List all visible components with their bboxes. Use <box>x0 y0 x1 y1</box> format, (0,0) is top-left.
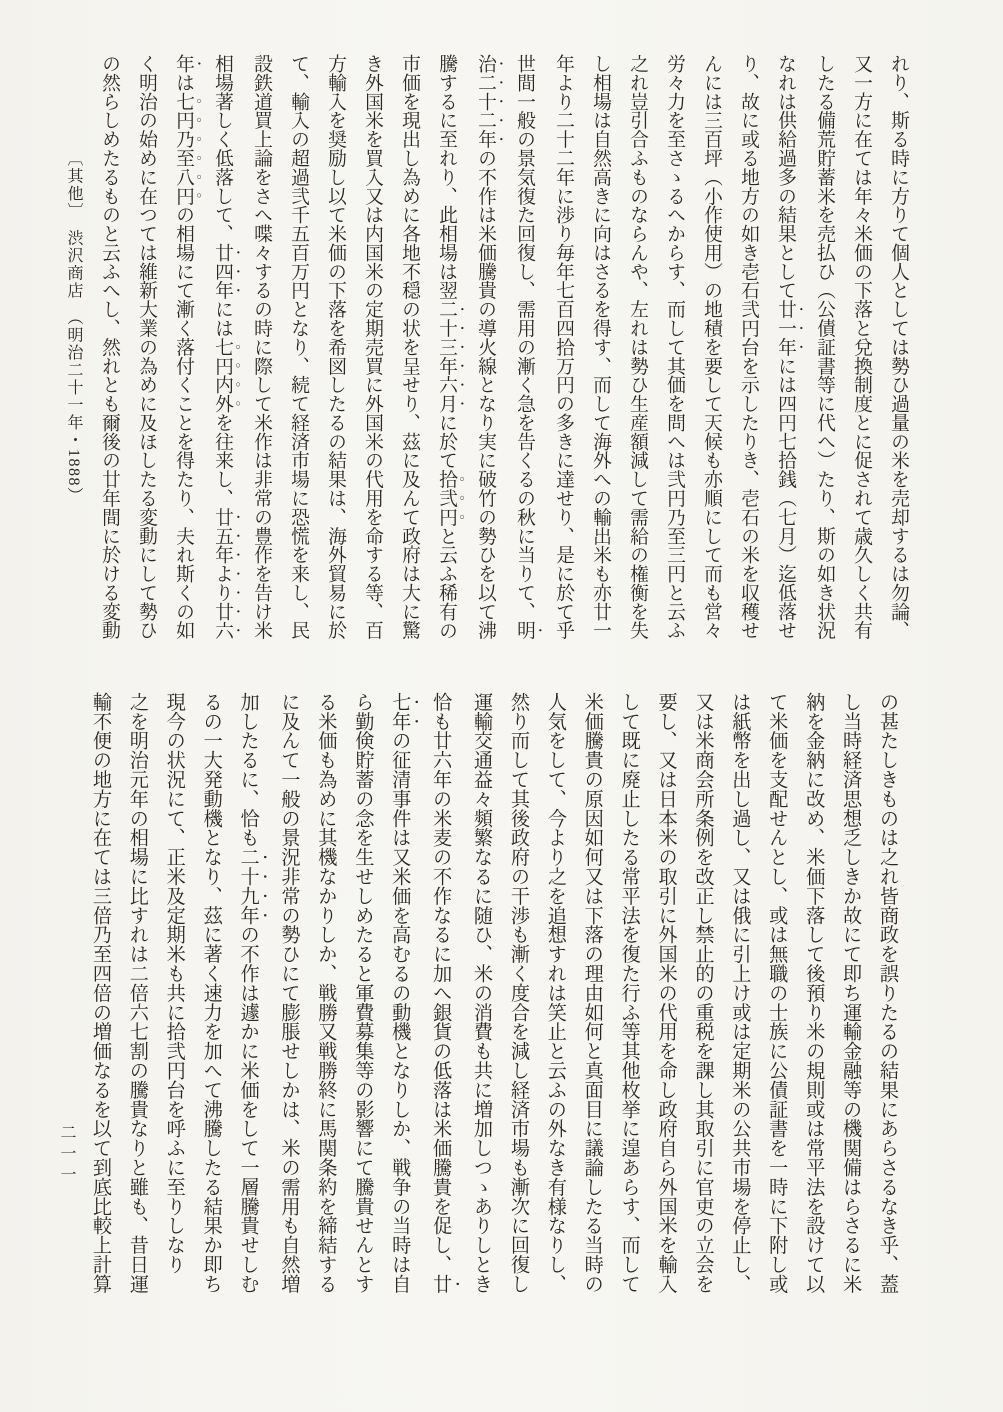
text-run: には <box>212 299 233 338</box>
text-run: したる備荒貯蓄米を売払ひ（公債証書等に代へ）たり、斯の如き状況 <box>814 54 835 640</box>
emphasized-text: 廿一年 <box>775 299 796 357</box>
text-column <box>467 54 506 660</box>
text-run: 輸不便の地方に在ては三倍乃至四倍の増価なるを以て到底比較上計算 <box>89 692 111 1294</box>
text-run: 米価騰貴の原因如何又は下落の理由如何と真面目に議論したる当時の <box>581 692 603 1294</box>
text-column <box>428 54 467 660</box>
text-run: 人気をして、今より之を追想すれは笑止と云ふの外なき有様なりし、 <box>544 692 566 1294</box>
text-column <box>91 54 128 660</box>
text-run: るの一大発動機となり、茲に著く速力を加へて沸騰したる結果か即ち <box>200 692 222 1294</box>
text-column <box>391 54 428 660</box>
text-column <box>573 692 610 1314</box>
text-column <box>730 54 767 660</box>
text-run: に及んて一般の景況非常の勢ひにて膨脹せしかは、米の需用も自然増 <box>278 692 300 1294</box>
text-run: して既に廃止したる常平法を復た行ふ等其他枚挙に遑あらす、而して <box>618 692 640 1294</box>
text-run: し当時経済思想乏しきか故にて即ち運輸金融等の機関備はらさるに米 <box>840 692 862 1294</box>
text-run: なれは供給過多の結果として <box>775 54 796 300</box>
text-run: 騰するに至れり、此相場は翌 <box>436 54 457 300</box>
text-run: て、輸入の超過弐千五百万円となり、続て経済市場に恐慌を来し、民 <box>288 54 309 640</box>
text-run: 然り而して其後政府の干渉も漸く度合を減し経済市場も漸次に回復し <box>507 692 529 1294</box>
text-run: て米価を支配せんとし、或は無職の士族に公債証書を一時に下附し或 <box>766 692 788 1294</box>
text-column <box>118 692 155 1314</box>
text-column <box>610 692 647 1314</box>
text-column <box>545 54 582 660</box>
text-run: 又一方に在ては年々米価の下落と兌換制度とに促されて歳久しく共有 <box>851 54 872 640</box>
text-column <box>794 692 831 1314</box>
emphasized-text: 拾弐円 <box>436 469 457 527</box>
emphasized-text: 二十九年 <box>237 847 259 925</box>
text-column <box>192 692 229 1314</box>
text-run: 年より二十二年に渉り毎年七百四拾万円の多きに達せり、是に於て乎 <box>553 54 574 640</box>
text-run: く明治の始めに在つては維新大業の為めに及ほしたる変動にして勢ひ <box>136 54 157 640</box>
text-column <box>155 692 192 1314</box>
text-run: き外国米を買入又は内国米の定期売買に外国米の代用を命する等、百 <box>362 54 383 640</box>
text-column <box>81 692 118 1314</box>
emphasized-text: 廿五年より廿六 <box>212 507 233 640</box>
text-column <box>843 54 880 660</box>
text-column <box>757 692 794 1314</box>
text-column <box>831 692 868 1314</box>
upper-text-block <box>91 54 917 660</box>
text-column <box>380 692 421 1314</box>
text-run: には四円七拾銭（七月）迄低落せ <box>775 356 796 640</box>
section-heading: 〔其他〕 渋沢商店 （明治二十一年・1888） <box>65 150 82 505</box>
text-run: 方輸入を奨励し以て米価の下落を希図したるの結果は、海外貿易に於 <box>325 54 346 640</box>
text-column <box>270 692 307 1314</box>
text-run: を往来し、 <box>212 412 233 508</box>
text-column <box>165 54 204 660</box>
text-column <box>582 54 619 660</box>
text-run: の不作は遽かに米価をして一層騰貴せしむ <box>237 924 259 1294</box>
text-run: る米価も為めに其機なかりしか、戦勝又戦勝終に馬関条約を締結する <box>315 692 337 1294</box>
page-number: 二一一 <box>58 1124 75 1187</box>
text-run: れり、斯る時に方りて個人としては勢ひ過量の米を売却するは勿論、 <box>888 54 909 640</box>
text-run: 之れ豈引合ふものならんや、左れは勢ひ生産額減して需給の権衡を失 <box>627 54 648 640</box>
text-column <box>317 54 354 660</box>
text-column <box>693 54 730 660</box>
text-run: 納を金納に改め、米価下落して後預り米の規則或は常平法を設けて以 <box>803 692 825 1294</box>
text-column <box>229 692 270 1314</box>
text-column <box>720 692 757 1314</box>
emphasized-text: 七年 <box>389 692 411 731</box>
text-run: 恰も廿六年の米麦の不作なるに加へ銀貨の低落は米価騰貴を促し、 <box>430 692 452 1274</box>
text-column <box>806 54 843 660</box>
text-column <box>421 692 462 1314</box>
lower-text-block <box>81 692 905 1314</box>
text-run: ら勤倹貯蓄の念を生せしめたると軍費募集等の影響にて騰貴せんとす <box>352 692 374 1294</box>
text-run: し相場は自然高きに向はさるを得す、而して海外への輸出米も亦廿一 <box>590 54 611 640</box>
text-column <box>880 54 917 660</box>
text-run: と云ふ稀有の <box>436 526 457 640</box>
text-run: に於て <box>436 412 457 470</box>
emphasized-text: 明 <box>514 620 535 640</box>
text-column <box>354 54 391 660</box>
text-column <box>204 54 243 660</box>
emphasized-text: 二十三年六月 <box>436 299 457 413</box>
emphasized-text: 七円内外 <box>212 337 233 413</box>
text-column <box>536 692 573 1314</box>
emphasized-text: 廿四年 <box>212 242 233 300</box>
text-run: り、故に或る地方の如き壱石弐円台を示したりき、壱石の米を収穫せ <box>738 54 759 640</box>
text-run: 市価を現出し為めに各地不穏の状を呈せり、茲に及んて政府は大に驚 <box>399 54 420 640</box>
text-run: んには三百坪（小作使用）の地積を要して天候も亦順にして而も営々 <box>701 54 722 640</box>
text-column <box>280 54 317 660</box>
text-run: 之を明治元年の相場に比すれは二倍六七割の騰貴なりと雖も、昔日運 <box>126 692 148 1294</box>
text-column <box>307 692 344 1314</box>
text-run: の相場にて漸く落付くことを得たり、夫れ斯くの如 <box>173 205 194 640</box>
text-run: の不作は米価騰貴の導火線となり実に破竹の勢ひを以て沸 <box>475 148 496 640</box>
text-run: 加したるに、恰も <box>237 692 259 848</box>
text-run: 現今の状況にて、正米及定期米も共に拾弐円台を呼ふに至りしなり <box>163 692 185 1274</box>
text-run: は <box>173 72 194 92</box>
text-column <box>506 54 545 660</box>
text-column <box>462 692 499 1314</box>
text-run: 又は米商会所条例を改正し禁止的の重税を課し其取引に官吏の立会を <box>692 692 714 1294</box>
text-run: の甚たしきものは之れ皆商政を誤りたるの結果にあらさるなき乎、蓋 <box>877 692 898 1294</box>
text-column <box>767 54 806 660</box>
text-run: の征清事件は又米価を高むるの動機となりしか、戦争の当時は自 <box>389 730 411 1294</box>
text-column <box>243 54 280 660</box>
text-column <box>619 54 656 660</box>
text-run: 設鉄道買上論をさへ喋々するの時に際して米作は非常の豊作を告け米 <box>251 54 272 640</box>
text-column <box>343 692 380 1314</box>
emphasized-text: 廿 <box>430 1274 452 1294</box>
text-run: 運輸交通益々頻繁なるに随ひ、米の消費も共に増加しつゝありしとき <box>471 692 493 1294</box>
emphasized-text: 七円乃至八円 <box>173 91 194 206</box>
text-column <box>499 692 536 1314</box>
text-column <box>647 692 684 1314</box>
text-run: 相場著しく低落して、 <box>212 54 233 243</box>
emphasized-text: 治二十二年 <box>475 54 496 149</box>
text-run: 労々力を至さゝるへからす、而して其価を問へは弐円乃至三円と云ふ <box>664 54 685 640</box>
text-column <box>128 54 165 660</box>
text-run: の然らしめたるものと云ふへし、然れとも爾後の廿年間に於ける変動 <box>99 54 120 640</box>
text-column <box>684 692 721 1314</box>
text-run: は紙幣を出し過し、又は俄に引上け或は定期米の公共市場を停止し、 <box>729 692 751 1294</box>
text-run: 要し、又は日本米の取引に外国米の代用を命し政府自ら外国米を輸入 <box>655 692 677 1294</box>
text-column <box>868 692 905 1314</box>
text-run: 世間一般の景気復た回復し、需用の漸く急を告くるの秋に当りて、 <box>514 54 535 621</box>
emphasized-text: 年 <box>173 54 194 73</box>
text-column <box>656 54 693 660</box>
